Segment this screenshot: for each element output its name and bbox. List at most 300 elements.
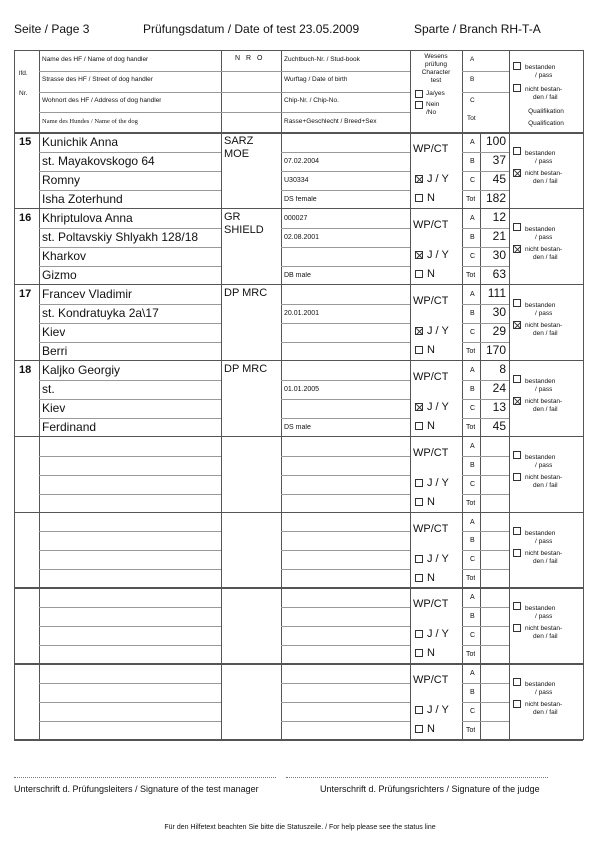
header-yes: Ja/yes bbox=[426, 90, 445, 97]
grid-line bbox=[39, 531, 221, 532]
grid-line bbox=[281, 531, 410, 532]
wpct-label: WP/CT bbox=[413, 370, 449, 383]
results-table bbox=[14, 50, 583, 740]
fail-label-en: den / fail bbox=[533, 329, 558, 337]
score-tot: 45 bbox=[492, 418, 506, 433]
fail-checkbox bbox=[513, 169, 521, 177]
character-yes-checkbox bbox=[415, 251, 423, 259]
header-b: B bbox=[470, 76, 475, 83]
grid-line bbox=[39, 266, 221, 267]
manager-signature-label: Unterschrift d. Prüfungsleiters / Signature of the test manager bbox=[14, 784, 259, 794]
grid-line bbox=[281, 304, 410, 305]
header-no-checkbox bbox=[415, 101, 423, 109]
grid-line bbox=[281, 550, 410, 551]
grid-line bbox=[281, 171, 410, 172]
score-c-label: C bbox=[470, 708, 476, 716]
grid-line bbox=[39, 494, 221, 495]
fail-label-en: den / fail bbox=[533, 178, 558, 185]
pass-label-en: / pass bbox=[535, 613, 553, 621]
score-tot-label: Tot bbox=[466, 651, 476, 659]
grid-line bbox=[281, 702, 410, 703]
grid-line bbox=[39, 721, 221, 722]
fail-label-en: den / fail bbox=[533, 253, 558, 261]
score-b: 30 bbox=[492, 304, 506, 319]
score-b-label: B bbox=[470, 233, 475, 241]
character-yes-label: J / Y bbox=[427, 324, 449, 337]
pass-label-en: / pass bbox=[535, 689, 553, 697]
header-character-line: test bbox=[430, 77, 442, 84]
grid-line bbox=[221, 133, 222, 209]
grid-line bbox=[221, 285, 222, 361]
pass-checkbox bbox=[513, 223, 521, 231]
score-tot-label: Tot bbox=[466, 575, 476, 583]
score-b: 21 bbox=[492, 228, 506, 243]
entry-nro-line2: SHIELD bbox=[224, 223, 264, 236]
grid-line bbox=[39, 569, 221, 570]
grid-line bbox=[14, 587, 583, 589]
wpct-label: WP/CT bbox=[413, 143, 449, 155]
header-birth: Wurftag / Date of birth bbox=[284, 76, 348, 83]
header-a: A bbox=[470, 56, 475, 63]
header-chip: Chip-Nr. / Chip-No. bbox=[284, 97, 339, 104]
score-c: 45 bbox=[492, 171, 506, 186]
pass-label-en: / pass bbox=[535, 385, 553, 393]
pass-label: bestanden bbox=[525, 150, 556, 157]
pass-label: bestanden bbox=[525, 225, 556, 233]
grid-line bbox=[14, 436, 583, 438]
fail-checkbox bbox=[513, 321, 521, 329]
fail-label: nicht bestan- bbox=[525, 549, 563, 557]
grid-line bbox=[509, 133, 510, 209]
fail-label-en: den / fail bbox=[533, 709, 558, 717]
grid-line bbox=[221, 209, 222, 285]
header-breed: Rasse+Geschlecht / Breed+Sex bbox=[284, 118, 377, 125]
character-yes-checkbox bbox=[415, 403, 423, 411]
character-no-checkbox bbox=[415, 649, 423, 657]
entry-breed: DS female bbox=[284, 195, 317, 203]
score-c-label: C bbox=[470, 480, 476, 488]
fail-label-en: den / fail bbox=[533, 633, 558, 641]
header-no-line: Nein bbox=[426, 101, 440, 108]
entry-nro: SARZ bbox=[224, 135, 254, 147]
fail-checkbox bbox=[513, 549, 521, 557]
entry-birth-date: 20.01.2001 bbox=[284, 309, 320, 317]
grid-line bbox=[462, 645, 509, 646]
header-c: C bbox=[470, 97, 475, 104]
entry-number: 16 bbox=[19, 211, 32, 224]
grid-line bbox=[462, 626, 509, 627]
score-c-label: C bbox=[470, 404, 476, 412]
wpct-label: WP/CT bbox=[413, 294, 449, 307]
grid-line bbox=[14, 50, 15, 740]
header-no-line: /No bbox=[426, 109, 437, 116]
character-no-label: N bbox=[427, 267, 435, 280]
grid-line bbox=[410, 437, 411, 513]
grid-line bbox=[410, 133, 411, 209]
grid-line bbox=[281, 494, 410, 495]
header-nr: Nr. bbox=[19, 90, 28, 97]
judge-signature-line bbox=[286, 777, 548, 778]
grid-line bbox=[410, 285, 411, 361]
grid-line bbox=[509, 664, 510, 740]
character-yes-label: J / Y bbox=[427, 628, 449, 641]
character-yes-label: J / Y bbox=[427, 476, 449, 489]
grid-line bbox=[221, 513, 222, 589]
entry-birth-date: 02.08.2001 bbox=[284, 233, 320, 241]
grid-line bbox=[39, 304, 221, 305]
score-a-label: A bbox=[470, 139, 475, 146]
grid-line bbox=[39, 626, 221, 627]
grid-line bbox=[39, 456, 221, 457]
entry-nro-line2: MOE bbox=[224, 148, 250, 160]
header-pass-checkbox bbox=[513, 62, 521, 70]
score-b-label: B bbox=[470, 613, 475, 621]
character-no-label: N bbox=[427, 571, 435, 584]
grid-line bbox=[462, 456, 509, 457]
entry-handler-name: Kunichik Anna bbox=[42, 135, 119, 149]
grid-line bbox=[462, 569, 509, 570]
grid-line bbox=[281, 645, 410, 646]
score-a-label: A bbox=[470, 594, 475, 602]
score-tot-label: Tot bbox=[466, 347, 476, 355]
character-no-label: N bbox=[427, 723, 435, 736]
grid-line bbox=[462, 494, 509, 495]
character-no-checkbox bbox=[415, 725, 423, 733]
score-a-label: A bbox=[470, 670, 475, 678]
entry-number: 17 bbox=[19, 287, 32, 300]
pass-label-en: / pass bbox=[535, 233, 553, 241]
help-footer: Für den Hilfetext beachten Sie bitte die Statuszeile. / For help please see the status line bbox=[164, 824, 436, 831]
score-tot-label: Tot bbox=[466, 727, 476, 735]
entry-nro: DP MRC bbox=[224, 362, 268, 375]
entry-chip: U30334 bbox=[284, 176, 309, 184]
pass-label: bestanden bbox=[525, 377, 556, 385]
pass-checkbox bbox=[513, 678, 521, 686]
grid-line bbox=[462, 92, 509, 93]
character-no-label: N bbox=[427, 192, 435, 204]
score-b-label: B bbox=[470, 385, 475, 393]
entry-street: st. Poltavskiy Shlyakh 128/18 bbox=[42, 229, 199, 244]
pass-label-en: / pass bbox=[535, 309, 553, 317]
score-c-label: C bbox=[470, 328, 476, 336]
header-handler-name: Name des HF / Name of dog handler bbox=[42, 56, 149, 63]
pass-label: bestanden bbox=[525, 453, 556, 461]
entry-city: Romny bbox=[42, 172, 81, 187]
grid-line bbox=[221, 664, 222, 740]
entry-street: st. Mayakovskogo 64 bbox=[42, 153, 155, 168]
entry-city: Kiev bbox=[42, 324, 66, 339]
wpct-label: WP/CT bbox=[413, 522, 449, 535]
grid-line bbox=[221, 588, 222, 664]
header-character-line: prüfung bbox=[424, 61, 448, 68]
grid-line bbox=[14, 512, 583, 514]
entry-dog-name: Isha Zoterhund bbox=[42, 191, 123, 206]
score-c-label: C bbox=[470, 632, 476, 640]
fail-label: nicht bestan- bbox=[525, 397, 563, 405]
grid-line bbox=[509, 588, 510, 664]
grid-line bbox=[39, 607, 221, 608]
score-b: 37 bbox=[492, 152, 506, 167]
entry-dog-name: Gizmo bbox=[42, 267, 77, 282]
header-pass: bestanden bbox=[525, 64, 556, 71]
pass-checkbox bbox=[513, 451, 521, 459]
character-yes-label: J / Y bbox=[427, 552, 449, 565]
grid-line bbox=[462, 531, 509, 532]
fail-label-en: den / fail bbox=[533, 405, 558, 413]
character-yes-label: J / Y bbox=[427, 248, 449, 261]
test-date: Prüfungsdatum / Date of test 23.05.2009 bbox=[143, 22, 360, 36]
score-b-label: B bbox=[470, 157, 475, 165]
grid-line bbox=[281, 456, 410, 457]
grid-line bbox=[14, 739, 583, 741]
grid-line bbox=[583, 50, 584, 740]
header-pass2: / pass bbox=[535, 72, 553, 79]
entry-number: 18 bbox=[19, 363, 32, 376]
page-number: Seite / Page 3 bbox=[14, 22, 90, 36]
grid-line bbox=[410, 588, 411, 664]
pass-label: bestanden bbox=[525, 681, 556, 689]
pass-label-en: / pass bbox=[535, 158, 553, 165]
entry-breed: DB male bbox=[284, 271, 311, 279]
grid-line bbox=[39, 342, 221, 343]
grid-line bbox=[462, 550, 509, 551]
score-a: 8 bbox=[499, 361, 506, 376]
grid-line bbox=[39, 399, 221, 400]
score-a-label: A bbox=[470, 290, 475, 298]
grid-line bbox=[410, 361, 411, 437]
entry-street: st. bbox=[42, 381, 55, 396]
grid-line bbox=[509, 437, 510, 513]
grid-line bbox=[39, 380, 221, 381]
grid-line bbox=[462, 702, 509, 703]
character-yes-checkbox bbox=[415, 555, 423, 563]
fail-checkbox bbox=[513, 624, 521, 632]
character-yes-checkbox bbox=[415, 327, 423, 335]
judge-signature-label: Unterschrift d. Prüfungsrichters / Signature of the judge bbox=[320, 784, 540, 794]
score-b: 24 bbox=[492, 380, 506, 395]
score-c-label: C bbox=[470, 252, 476, 260]
header-character-line: Wesens bbox=[424, 53, 448, 60]
fail-label: nicht bestan- bbox=[525, 170, 563, 177]
grid-line bbox=[281, 266, 410, 267]
pass-label: bestanden bbox=[525, 301, 556, 309]
character-no-checkbox bbox=[415, 574, 423, 582]
character-no-checkbox bbox=[415, 194, 423, 202]
score-tot-label: Tot bbox=[466, 271, 476, 279]
grid-line bbox=[39, 112, 410, 113]
grid-line bbox=[410, 664, 411, 740]
character-yes-label: J / Y bbox=[427, 704, 449, 717]
entry-street: st. Kondratuyka 2a\17 bbox=[42, 305, 159, 320]
character-no-label: N bbox=[427, 495, 435, 508]
grid-line bbox=[281, 152, 410, 153]
grid-line bbox=[281, 380, 410, 381]
entry-studbook: 000027 bbox=[284, 214, 308, 222]
grid-line bbox=[281, 626, 410, 627]
score-tot-label: Tot bbox=[466, 499, 476, 507]
entry-breed: DS male bbox=[284, 423, 311, 431]
score-c: 29 bbox=[492, 323, 506, 338]
grid-line bbox=[39, 418, 221, 419]
grid-line bbox=[410, 513, 411, 589]
header-qualification: Qualifikation bbox=[528, 108, 564, 115]
grid-line bbox=[509, 513, 510, 589]
score-a-label: A bbox=[470, 442, 475, 450]
grid-line bbox=[39, 190, 221, 191]
score-tot: 63 bbox=[492, 266, 506, 281]
pass-label-en: / pass bbox=[535, 461, 553, 469]
entry-city: Kharkov bbox=[42, 248, 87, 263]
header-fail: nicht bestan- bbox=[525, 86, 563, 93]
fail-checkbox bbox=[513, 397, 521, 405]
fail-label-en: den / fail bbox=[533, 481, 558, 489]
score-tot-label: Tot bbox=[466, 423, 476, 431]
fail-label: nicht bestan- bbox=[525, 701, 563, 709]
grid-line bbox=[281, 247, 410, 248]
grid-line bbox=[281, 475, 410, 476]
grid-line bbox=[281, 228, 410, 229]
grid-line bbox=[462, 607, 509, 608]
grid-line bbox=[281, 399, 410, 400]
grid-line bbox=[462, 683, 509, 684]
header-studbook: Zuchtbuch-Nr. / Stud-book bbox=[284, 56, 360, 63]
grid-line bbox=[281, 190, 410, 191]
entry-number: 15 bbox=[19, 136, 32, 148]
grid-line bbox=[281, 342, 410, 343]
character-yes-label: J / Y bbox=[427, 400, 449, 413]
character-yes-checkbox bbox=[415, 175, 423, 183]
grid-line bbox=[14, 50, 583, 51]
score-b-label: B bbox=[470, 689, 475, 697]
grid-line bbox=[39, 323, 221, 324]
score-c: 30 bbox=[492, 247, 506, 262]
entry-handler-name: Khriptulova Anna bbox=[42, 210, 133, 225]
character-yes-checkbox bbox=[415, 479, 423, 487]
score-b-label: B bbox=[470, 309, 475, 317]
entry-birth-date: 01.01.2005 bbox=[284, 385, 320, 393]
fail-label: nicht bestan- bbox=[525, 321, 563, 329]
wpct-label: WP/CT bbox=[413, 218, 449, 231]
grid-line bbox=[39, 71, 410, 72]
pass-label-en: / pass bbox=[535, 537, 553, 545]
character-no-checkbox bbox=[415, 346, 423, 354]
fail-label: nicht bestan- bbox=[525, 473, 563, 481]
wpct-label: WP/CT bbox=[413, 674, 449, 687]
grid-line bbox=[39, 171, 221, 172]
fail-label-en: den / fail bbox=[533, 557, 558, 565]
score-c: 13 bbox=[492, 399, 506, 414]
entry-nro: DP MRC bbox=[224, 286, 268, 299]
character-no-checkbox bbox=[415, 498, 423, 506]
grid-line bbox=[281, 569, 410, 570]
score-tot-label: Tot bbox=[466, 195, 476, 203]
entry-nro: GR bbox=[224, 210, 241, 223]
fail-label: nicht bestan- bbox=[525, 625, 563, 633]
header-fail-checkbox bbox=[513, 84, 521, 92]
score-c-label: C bbox=[470, 176, 476, 184]
header-nro: N R O bbox=[235, 55, 265, 62]
fail-label: nicht bestan- bbox=[525, 245, 563, 253]
header-street: Strasse des HF / Street of dog handler bbox=[42, 76, 153, 83]
grid-line bbox=[39, 228, 221, 229]
score-b-label: B bbox=[470, 461, 475, 469]
score-a-label: A bbox=[470, 518, 475, 526]
pass-label: bestanden bbox=[525, 529, 556, 537]
grid-line bbox=[410, 209, 411, 285]
entry-dog-name: Ferdinand bbox=[42, 419, 97, 434]
grid-line bbox=[39, 92, 410, 93]
header-lfd: lfd. bbox=[19, 70, 28, 77]
grid-line bbox=[221, 437, 222, 513]
score-c-label: C bbox=[470, 556, 476, 564]
grid-line bbox=[281, 721, 410, 722]
wpct-label: WP/CT bbox=[413, 446, 449, 459]
entry-handler-name: Kaljko Georgiy bbox=[42, 362, 121, 377]
character-no-label: N bbox=[427, 419, 435, 432]
grid-line bbox=[39, 475, 221, 476]
header-yes-checkbox bbox=[415, 90, 423, 98]
header-fail2: den / fail bbox=[533, 94, 558, 101]
character-no-checkbox bbox=[415, 270, 423, 278]
grid-line bbox=[39, 645, 221, 646]
grid-line bbox=[14, 663, 583, 665]
fail-checkbox bbox=[513, 700, 521, 708]
grid-line bbox=[509, 285, 510, 361]
grid-line bbox=[281, 323, 410, 324]
score-a: 100 bbox=[485, 134, 506, 148]
pass-checkbox bbox=[513, 299, 521, 307]
grid-line bbox=[39, 247, 221, 248]
character-no-label: N bbox=[427, 343, 435, 356]
grid-line bbox=[462, 721, 509, 722]
grid-line bbox=[509, 209, 510, 285]
wpct-label: WP/CT bbox=[413, 598, 449, 611]
grid-line bbox=[39, 702, 221, 703]
character-yes-checkbox bbox=[415, 706, 423, 714]
header-qualification-en: Qualification bbox=[528, 120, 564, 127]
grid-line bbox=[281, 683, 410, 684]
header-tot: Tot bbox=[467, 115, 476, 122]
grid-line bbox=[462, 71, 509, 72]
score-a: 12 bbox=[492, 209, 506, 224]
pass-checkbox bbox=[513, 147, 521, 155]
pass-checkbox bbox=[513, 375, 521, 383]
grid-line bbox=[281, 418, 410, 419]
character-no-label: N bbox=[427, 647, 435, 660]
character-yes-label: J / Y bbox=[427, 173, 449, 185]
pass-checkbox bbox=[513, 602, 521, 610]
grid-line bbox=[39, 683, 221, 684]
score-b-label: B bbox=[470, 537, 475, 545]
score-a-label: A bbox=[470, 214, 475, 222]
character-no-checkbox bbox=[415, 422, 423, 430]
grid-line bbox=[39, 152, 221, 153]
grid-line bbox=[39, 550, 221, 551]
fail-checkbox bbox=[513, 473, 521, 481]
header-dog-name: Name des Hundes / Name of the dog bbox=[42, 118, 138, 125]
score-tot: 182 bbox=[485, 190, 506, 205]
score-a: 111 bbox=[487, 285, 506, 300]
manager-signature-line bbox=[14, 777, 276, 778]
entry-birth-date: 07.02.2004 bbox=[284, 157, 320, 165]
character-yes-checkbox bbox=[415, 630, 423, 638]
branch: Sparte / Branch RH-T-A bbox=[414, 22, 541, 36]
pass-label: bestanden bbox=[525, 605, 556, 613]
header-character-line: Character bbox=[421, 69, 451, 76]
grid-line bbox=[509, 361, 510, 437]
score-a-label: A bbox=[470, 366, 475, 374]
grid-line bbox=[462, 475, 509, 476]
